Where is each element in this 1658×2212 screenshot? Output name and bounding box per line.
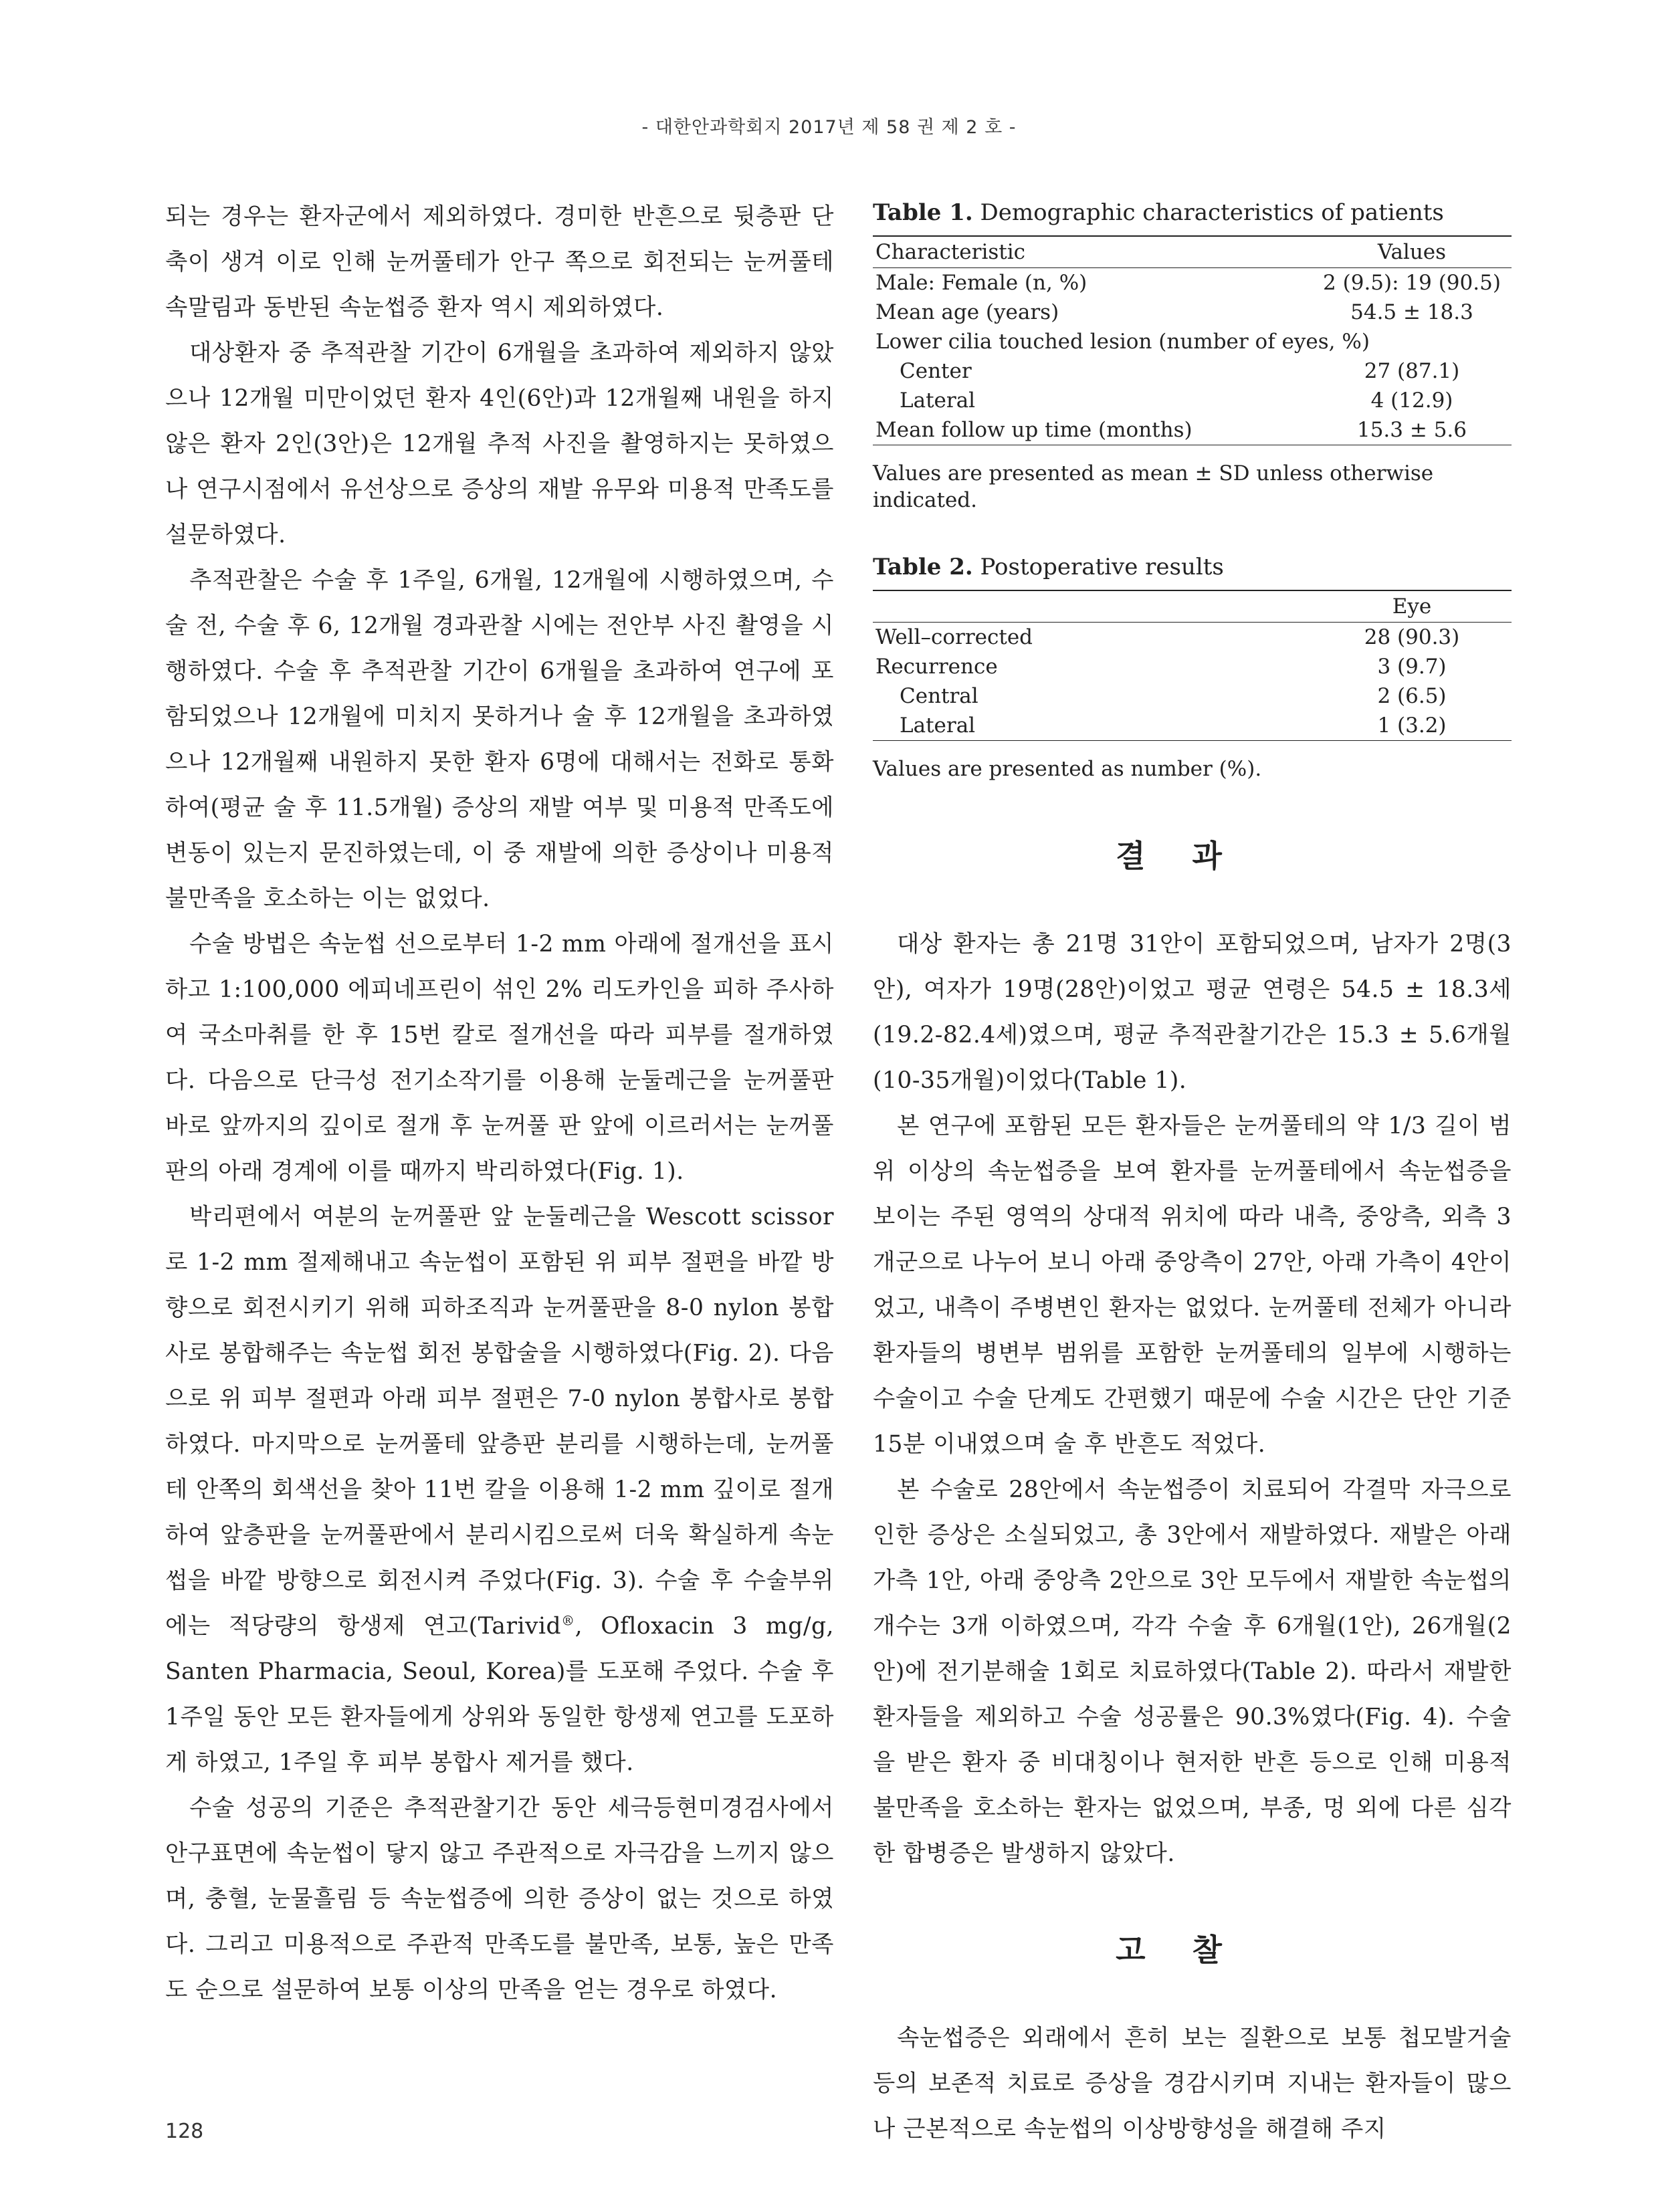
- table-cell: Mean follow up time (months): [873, 415, 1312, 445]
- table-row: [873, 386, 1512, 415]
- table-row: [873, 356, 1512, 386]
- table-cell: Recurrence: [875, 655, 998, 679]
- table-2-label: Table 2.: [873, 554, 973, 580]
- body-paragraph: 본 연구에 포함된 모든 환자들은 눈꺼풀테의 약 1/3 길이 범위 이상의 속눈썹증을 보여 환자를 눈꺼풀테에서 속눈썹증을 보이는 주된 영역의 상대적 위치에 따라 내측, 중앙측, 외측 3개군으로 나누어 보니 아래 중앙측이 27안, 아래 가측이 4안이었고, 내측이 주병변인 환자는 없었다. 눈꺼풀테 전체가 아니라 환자들의 병변부 범위를 포함한 눈꺼풀테의 일부에 시행하는 수술이고 수술 단계도 간편했기 때문에 수술 시간은 단안 기준 15분 이내였으며 술 후 반흔도 적었다.: [873, 1113, 1512, 1458]
- table-row: [873, 268, 1512, 298]
- table-cell: 2 (9.5): 19 (90.5): [1323, 271, 1501, 295]
- table-cell: 27 (87.1): [1364, 359, 1460, 383]
- table-cell: Lateral: [900, 389, 976, 413]
- table-row: [873, 415, 1512, 445]
- table-cell: Center: [900, 359, 972, 383]
- table-row: [873, 298, 1512, 327]
- table-1-label: Table 1.: [873, 199, 973, 226]
- table-row: [873, 623, 1512, 653]
- table-row: [873, 681, 1512, 711]
- table-cell: Well–corrected: [875, 625, 1033, 649]
- registered-mark: ®: [561, 1612, 575, 1629]
- table-cell: Lower cilia touched lesion (number of eyes, %): [875, 330, 1370, 354]
- table-1: [873, 199, 1512, 514]
- table-cell: Lateral: [873, 711, 1312, 741]
- table-cell: 28 (90.3): [1364, 625, 1460, 649]
- table-cell: Central: [900, 684, 978, 708]
- page-number: 128: [165, 2120, 204, 2143]
- paragraph-text: , Ofloxacin 3 mg/g, Santen Pharmacia, Seoul, Korea)를 도포해 주었다. 수술 후 1주일 동안 모든 환자들에게 상위와 동일한 항생제 연고를 도포하게 하였고, 1주일 후 피부 봉합사 제거를 했다.: [165, 1613, 834, 1776]
- table-header-row: [873, 236, 1512, 268]
- discussion-heading: 고찰: [1116, 1932, 1269, 1968]
- table-2-grid: [873, 590, 1512, 741]
- body-paragraph: 추적관찰은 수술 후 1주일, 6개월, 12개월에 시행하였으며, 수술 전, 수술 후 6, 12개월 경과관찰 시에는 전안부 사진 촬영을 시행하였다. 수술 후 추적관찰 기간이 6개월을 초과하여 연구에 포함되었으나 12개월에 미치지 못하거나 술 후 12개월을 초과하였으나 12개월째 내원하지 못한 환자 6명에 대해서는 전화로 통화하여(평균 술 후 11.5개월) 증상의 재발 여부 및 미용적 만족도에 변동이 있는지 문진하였는데, 이 중 재발에 의한 증상이나 미용적 불만족을 호소하는 이는 없었다.: [165, 567, 834, 912]
- table-cell: 1 (3.2): [1312, 711, 1512, 741]
- table-cell: 3 (9.7): [1377, 655, 1447, 679]
- table-cell: 15.3 ± 5.6: [1312, 415, 1512, 445]
- table-row: [873, 327, 1512, 356]
- table-header-cell: Values: [1312, 236, 1512, 268]
- body-paragraph: 대상환자 중 추적관찰 기간이 6개월을 초과하여 제외하지 않았으나 12개월 미만이었던 환자 4인(6안)과 12개월째 내원을 하지 않은 환자 2인(3안)은 12개월 추적 사진을 촬영하지는 못하였으나 연구시점에서 유선상으로 증상의 재발 유무와 미용적 만족도를 설문하였다.: [165, 340, 834, 548]
- table-row: [873, 652, 1512, 681]
- body-paragraph: 대상 환자는 총 21명 31안이 포함되었으며, 남자가 2명(3안), 여자가 19명(28안)이었고 평균 연령은 54.5 ± 18.3세(19.2-82.4세)였으며, 평균 추적관찰기간은 15.3 ± 5.6개월(10-35개월)이었다(Table 1).: [873, 931, 1512, 1094]
- table-header-cell: [873, 590, 1312, 623]
- table-2-footnote: Values are presented as number (%).: [873, 757, 1262, 781]
- table-header-row: [873, 590, 1512, 623]
- paragraph-text: 박리편에서 여분의 눈꺼풀판 앞 눈둘레근을 Wescott scissor로 1-2 mm 절제해내고 속눈썹이 포함된 위 피부 절편을 바깥 방향으로 회전시키기 위해 피하조직과 눈꺼풀판을 8-0 nylon 봉합사로 봉합해주는 속눈썹 회전 봉합술을 시행하였다(Fig. 2). 다음으로 위 피부 절편과 아래 피부 절편은 7-0 nylon 봉합사로 봉합하였다. 마지막으로 눈꺼풀테 앞층판 분리를 시행하는데, 눈꺼풀테 안쪽의 회색선을 찾아 11번 칼을 이용해 1-2 mm 깊이로 절개하여 앞층판을 눈꺼풀판에서 분리시킴으로써 더욱 확실하게 속눈썹을 바깥 방향으로 회전시켜 주었다(Fig. 3). 수술 후 수술부위에는 적당량의 항생제 연고(Tarivid: [165, 1204, 834, 1640]
- table-header-cell: Eye: [1312, 590, 1512, 623]
- results-heading: 결과: [1116, 838, 1269, 874]
- left-column: [165, 194, 834, 2013]
- table-1-footnote: Values are presented as mean ± SD unless otherwise indicated.: [873, 461, 1434, 512]
- body-paragraph: 속눈썹증은 외래에서 흔히 보는 질환으로 보통 첩모발거술 등의 보존적 치료로 증상을 경감시키며 지내는 환자들이 많으나 근본적으로 속눈썹의 이상방향성을 해결해 주지: [873, 2025, 1512, 2142]
- table-1-title: Demographic characteristics of patients: [980, 199, 1444, 226]
- table-header-cell: Characteristic: [873, 236, 1312, 268]
- table-1-grid: [873, 235, 1512, 445]
- table-cell: 4 (12.9): [1370, 389, 1453, 413]
- table-1-caption: [873, 199, 1512, 226]
- table-row: [873, 711, 1512, 741]
- body-paragraph: 수술 방법은 속눈썹 선으로부터 1-2 mm 아래에 절개선을 표시하고 1:100,000 에피네프린이 섞인 2% 리도카인을 피하 주사하여 국소마취를 한 후 15번 칼로 절개선을 따라 피부를 절개하였다. 다음으로 단극성 전기소작기를 이용해 눈둘레근을 눈꺼풀판 바로 앞까지의 깊이로 절개 후 눈꺼풀 판 앞에 이르러서는 눈꺼풀 판의 아래 경계에 이를 때까지 박리하였다(Fig. 1).: [165, 931, 834, 1185]
- body-paragraph: [165, 1194, 834, 1785]
- table-cell: 54.5 ± 18.3: [1350, 300, 1473, 324]
- body-paragraph: 본 수술로 28안에서 속눈썹증이 치료되어 각결막 자극으로 인한 증상은 소실되었고, 총 3안에서 재발하였다. 재발은 아래 가측 1안, 아래 중앙측 2안으로 3안 모두에서 재발한 속눈썹의 개수는 3개 이하였으며, 각각 수술 후 6개월(1안), 26개월(2안)에 전기분해술 1회로 치료하였다(Table 2). 따라서 재발한 환자들을 제외하고 수술 성공률은 90.3%였다(Fig. 4). 수술을 받은 환자 중 비대칭이나 현저한 반흔 등으로 인해 미용적 불만족을 호소하는 환자는 없었으며, 부종, 멍 외에 다른 심각한 합병증은 발생하지 않았다.: [873, 1476, 1512, 1867]
- body-paragraph: 되는 경우는 환자군에서 제외하였다. 경미한 반흔으로 뒷층판 단축이 생겨 이로 인해 눈꺼풀테가 안구 쪽으로 회전되는 눈꺼풀테속말림과 동반된 속눈썹증 환자 역시 제외하였다.: [165, 203, 834, 321]
- running-header: - 대한안과학회지 2017년 제 58 권 제 2 호 -: [641, 117, 1017, 138]
- table-2: [873, 554, 1512, 782]
- right-column: [873, 194, 1512, 2152]
- table-2-caption: [873, 554, 1512, 580]
- body-paragraph: 수술 성공의 기준은 추적관찰기간 동안 세극등현미경검사에서 안구표면에 속눈썹이 닿지 않고 주관적으로 자극감을 느끼지 않으며, 충혈, 눈물흘림 등 속눈썹증에 의한 증상이 없는 것으로 하였다. 그리고 미용적으로 주관적 만족도를 불만족, 보통, 높은 만족도 순으로 설문하여 보통 이상의 만족을 얻는 경우로 하였다.: [165, 1795, 834, 2003]
- table-cell: 2 (6.5): [1377, 684, 1447, 708]
- table-cell: Mean age (years): [875, 300, 1059, 324]
- table-cell: Male: Female (n, %): [875, 271, 1087, 295]
- table-2-title: Postoperative results: [980, 554, 1224, 580]
